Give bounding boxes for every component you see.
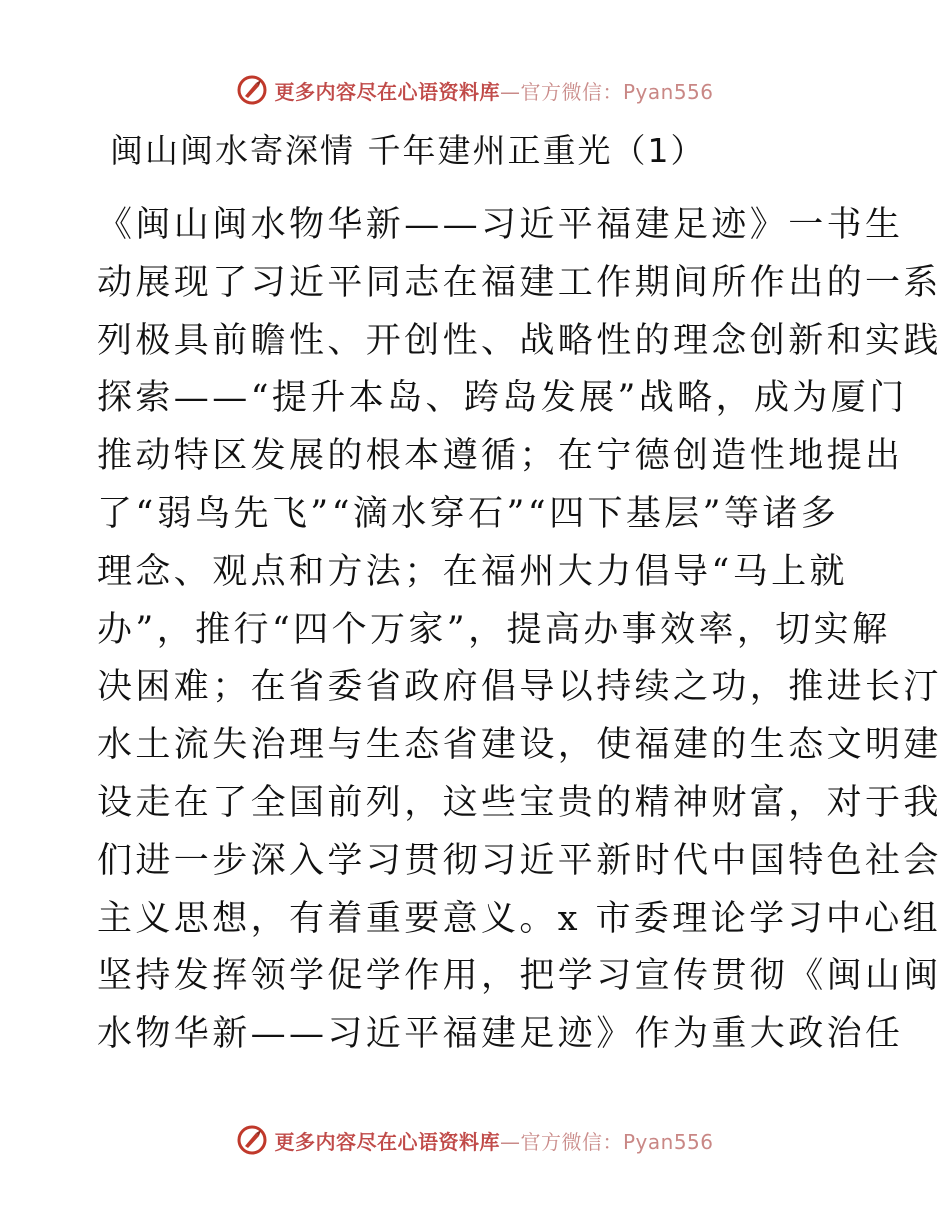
paragraph-line: 水土流失治理与生态省建设，使福建的生态文明建 — [97, 725, 942, 766]
paragraph-line: 列极具前瞻性、开创性、战略性的理念创新和实践 — [97, 320, 942, 361]
seal-logo-icon — [236, 74, 268, 106]
footer-watermark — [0, 1120, 950, 1160]
paragraph-line: 《闽山闽水物华新——习近平福建足迹》一书生 — [97, 205, 904, 245]
paragraph-line: 主义思想，有着重要意义。x 市委理论学习中心组 — [97, 898, 942, 939]
paragraph-line: 水物华新——习近平福建足迹》作为重大政治任 — [97, 1014, 904, 1055]
paragraph-line: 动展现了习近平同志在福建工作期间所作出的一系 — [97, 262, 942, 303]
document-body — [97, 197, 942, 1064]
paragraph-line: 推动特区发展的根本遵循；在宁德创造性地提出 — [97, 436, 904, 477]
watermark-text: 更多内容尽在心语资料库—官方微信：Pyan556 — [274, 1129, 714, 1154]
watermark-text: 更多内容尽在心语资料库—官方微信：Pyan556 — [274, 79, 714, 104]
header-watermark — [0, 70, 950, 110]
paragraph-line: 探索——“提升本岛、跨岛发展”战略，成为厦门 — [97, 378, 908, 419]
seal-logo-icon — [236, 1124, 268, 1156]
paragraph-line: 坚持发挥领学促学作用，把学习宣传贯彻《闽山闽 — [97, 956, 942, 997]
paragraph-line: 办”，推行“四个万家”，提高办事效率，切实解 — [97, 609, 891, 650]
paragraph-line: 了“弱鸟先飞”“滴水穿石”“四下基层”等诸多 — [97, 493, 840, 534]
document-title: 闽山闽水寄深情 千年建州正重光（1） — [110, 131, 706, 170]
paragraph-line: 设走在了全国前列，这些宝贵的精神财富，对于我 — [97, 782, 942, 823]
paragraph-line: 们进一步深入学习贯彻习近平新时代中国特色社会 — [97, 840, 942, 881]
paragraph-line: 理念、观点和方法；在福州大力倡导“马上就 — [97, 551, 848, 592]
paragraph-line: 决困难；在省委省政府倡导以持续之功，推进长汀 — [97, 667, 942, 708]
